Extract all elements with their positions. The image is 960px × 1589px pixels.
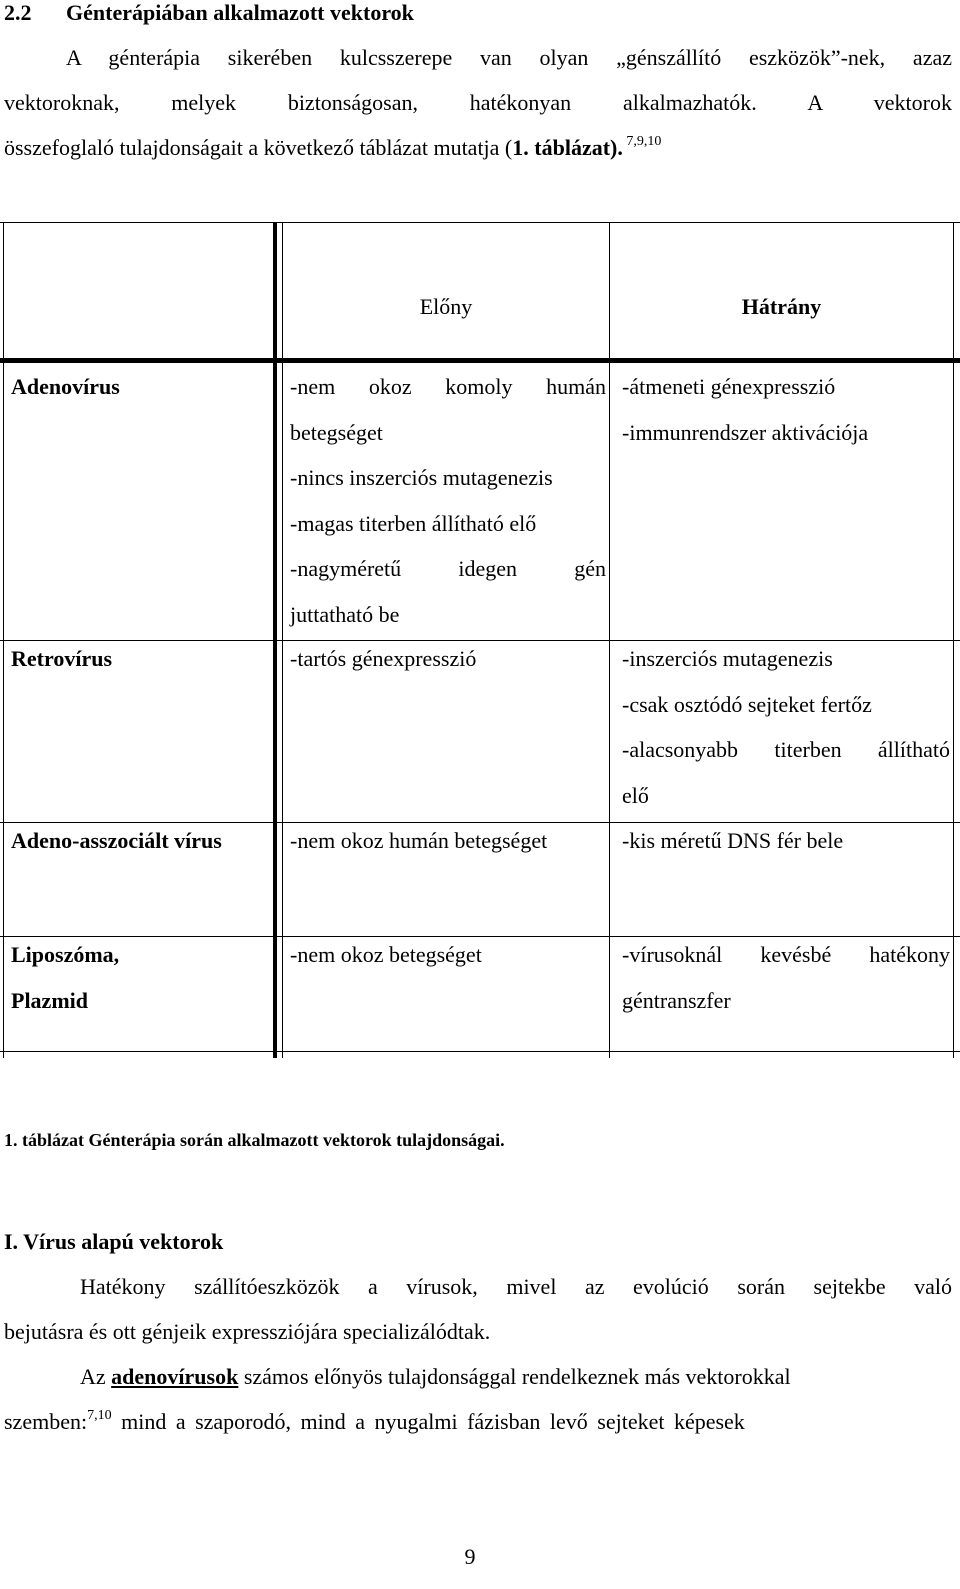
- row-name-line: Plazmid: [11, 987, 88, 1013]
- intro-line-3-text: összefoglaló tulajdonságait a következő táblázat mutatja (: [4, 135, 513, 160]
- header-disadvantage: Hátrány: [741, 294, 822, 319]
- retrovirus-disadvantages: [622, 636, 950, 818]
- adenovirus-advantages: [290, 364, 606, 637]
- row-name-retrovirus: Retrovírus: [11, 646, 113, 671]
- aav-advantages: [290, 818, 606, 864]
- column-separator-double-b: [282, 222, 283, 1058]
- para2-line-2: [4, 1409, 956, 1435]
- disadv-line: -vírusoknál kevésbé hatékony: [622, 942, 950, 967]
- row-name-liposome-plasmid: [11, 932, 119, 1023]
- table-border-right: [953, 222, 954, 1058]
- liposome-disadvantages: [622, 932, 950, 1023]
- section-number: 2.2: [4, 0, 32, 25]
- para2-rest: számos előnyös tulajdonsággal rendelkeznek más vektorokkal: [238, 1364, 791, 1389]
- aav-disadvantages: [622, 818, 950, 864]
- section-title: Génterápiában alkalmazott vektorok: [66, 0, 414, 25]
- vector-properties-table: [0, 222, 960, 1058]
- intro-line-1: A génterápia sikerében kulcsszerepe van olyan „génszállító eszközök”-nek, azaz: [66, 45, 952, 70]
- para2-line2-start: szemben:: [4, 1409, 88, 1434]
- subsection-heading: I. Vírus alapú vektorok: [4, 1229, 224, 1254]
- liposome-advantages: [290, 932, 606, 978]
- disadv-line: -inszerciós mutagenezis: [622, 646, 833, 671]
- para1-line-2: bejutásra és ott génjeik expressziójára specializálódtak.: [4, 1319, 491, 1344]
- adenovirus-term: adenovírusok: [111, 1364, 239, 1389]
- table-border-top: [0, 222, 960, 223]
- adv-line: -nagyméretű idegen gén: [290, 556, 606, 581]
- adv-line: -nem okoz betegséget: [290, 942, 482, 967]
- disadv-line: -átmeneti génexpresszió: [622, 374, 836, 399]
- disadv-line: -csak osztódó sejteket fertőz: [622, 691, 872, 717]
- disadv-line: -immunrendszer aktivációja: [622, 419, 869, 445]
- disadv-line: elő: [622, 782, 649, 808]
- para2-citation: 7,10: [87, 1407, 112, 1423]
- table-border-bottom: [0, 1051, 960, 1052]
- column-separator-2: [609, 222, 610, 1058]
- disadv-line: géntranszfer: [622, 987, 731, 1013]
- header-separator: [0, 358, 960, 363]
- para2-start: Az: [80, 1364, 112, 1389]
- adenovirus-disadvantages: [622, 364, 950, 455]
- intro-line-3: [4, 135, 956, 161]
- row-name-adenovirus: Adenovírus: [11, 374, 120, 399]
- retrovirus-advantages: [290, 636, 606, 682]
- table-border-left: [3, 222, 4, 1058]
- section-heading: [4, 0, 956, 26]
- adv-line: -magas titerben állítható elő: [290, 510, 537, 536]
- row-name-line: Liposzóma,: [11, 942, 120, 967]
- page-number: 9: [464, 1544, 476, 1569]
- adv-line: betegséget: [290, 419, 383, 445]
- adv-line: -nincs inszerciós mutagenezis: [290, 465, 553, 490]
- para2-line-1: [80, 1364, 960, 1390]
- intro-citation: 7,9,10: [622, 133, 662, 149]
- intro-line-3-end: ).: [610, 135, 623, 160]
- row-name-aav: Adeno-asszociált vírus: [11, 828, 222, 853]
- disadv-line: -alacsonyabb titerben állítható: [622, 737, 950, 762]
- header-advantage: Előny: [419, 294, 473, 319]
- adv-line: -nem okoz humán betegséget: [290, 828, 548, 853]
- table-reference: 1. táblázat: [512, 135, 611, 160]
- column-separator-double-a: [273, 222, 277, 1058]
- para1-line-1: Hatékony szállítóeszközök a vírusok, mivel az evolúció során sejtekbe való: [80, 1274, 952, 1299]
- para2-line2-rest: mind a szaporodó, mind a nyugalmi fázisban levő sejteket képesek: [111, 1409, 745, 1434]
- adv-line: -nem okoz komoly humán: [290, 374, 606, 399]
- intro-line-2: vektoroknak, melyek biztonságosan, hatékonyan alkalmazhatók. A vektorok: [4, 90, 952, 115]
- disadv-line: -kis méretű DNS fér bele: [622, 828, 844, 853]
- table-caption: 1. táblázat Génterápia során alkalmazott vektorok tulajdonságai.: [4, 1130, 505, 1150]
- adv-line: -tartós génexpresszió: [290, 646, 477, 671]
- adv-line: juttatható be: [290, 601, 400, 627]
